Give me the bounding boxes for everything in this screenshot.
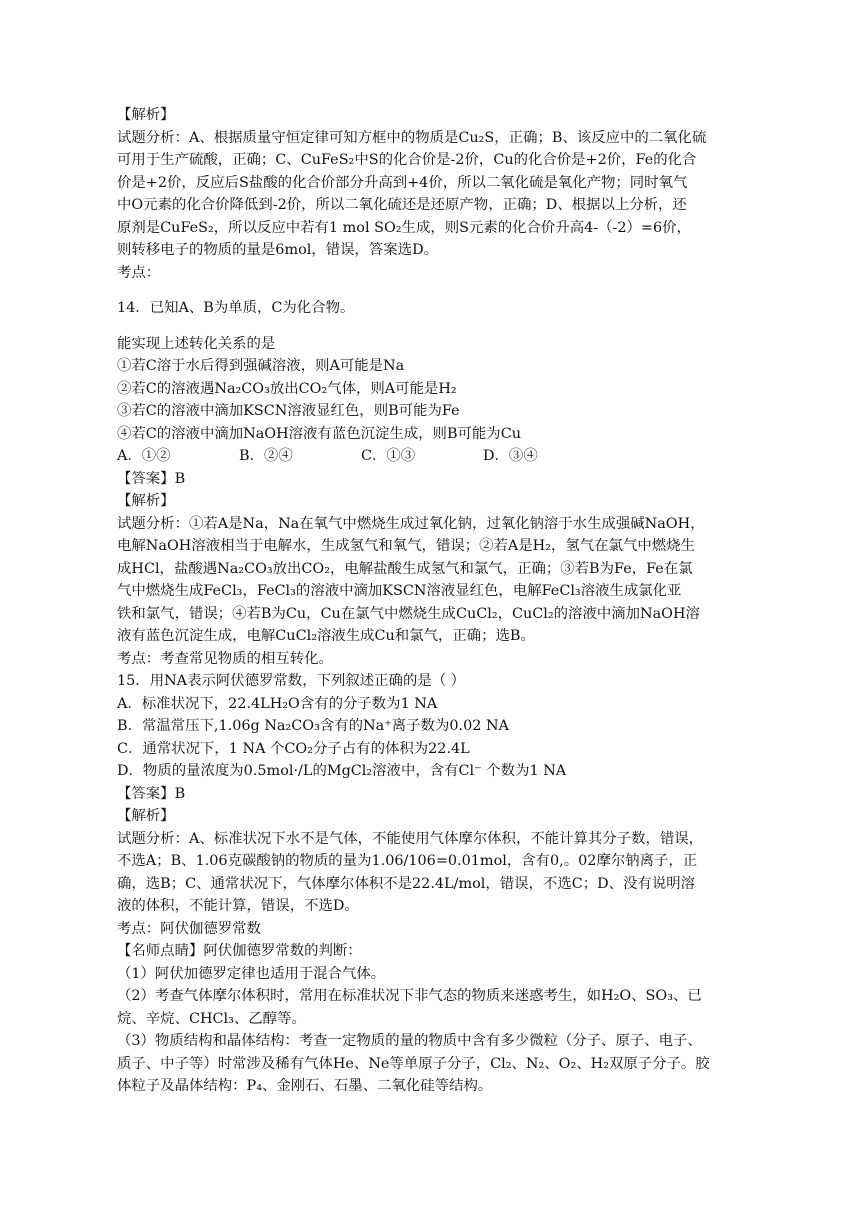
- analysis-line: 确，选B；C、通常状况下，气体摩尔体积不是22.4L/mol，错误，不选C；D、没有说明溶: [117, 875, 695, 892]
- analysis-line: 不选A；B、1.06克碳酸钠的物质的量为1.06/106=0.01mol，含有0,。02摩尔钠离子，正: [117, 853, 698, 869]
- choice-a: A．标准状况下，22.4LH₂O含有的分子数为1 NA: [117, 695, 438, 712]
- analysis-line: 试题分析：A、根据质量守恒定律可知方框中的物质是Cu₂S，正确；B、该反应中的二氧化硫: [117, 129, 707, 146]
- teacher-note-line: （1）阿伏加德罗定律也适用于混合气体。: [117, 965, 386, 982]
- option-c: C．①③: [361, 448, 416, 464]
- page-content: [117, 104, 737, 1098]
- answer-options: [117, 445, 737, 468]
- option-a: A．①②: [117, 448, 171, 464]
- analysis-line: 试题分析：①若A是Na，Na在氧气中燃烧生成过氧化钠，过氧化钠溶于水生成强碱NaOH，: [117, 515, 705, 532]
- spacer: [117, 284, 737, 297]
- analysis-heading: 【解析】: [117, 493, 175, 509]
- answer-line: 【答案】B: [117, 785, 186, 802]
- choice-b: B．常温常压下,1.06g Na₂CO₃含有的Na⁺离子数为0.02 NA: [117, 718, 509, 734]
- condition-item: ①若C溶于水后得到强碱溶液，则A可能是Na: [117, 358, 405, 374]
- teacher-note-line: 体粒子及晶体结构：P₄、金刚石、石墨、二氧化硅等结构。: [117, 1078, 493, 1094]
- analysis-line: 则转移电子的物质的量是6mol，错误，答案选D。: [117, 242, 439, 258]
- question-prompt: 能实现上述转化关系的是: [117, 335, 276, 352]
- analysis-line: 成HCl，盐酸遇Na₂CO₃放出CO₂，电解盐酸生成氢气和氯气，正确；③若B为Fe，Fe在氯: [117, 560, 693, 577]
- teacher-note-line: 质子、中子等）时常涉及稀有气体He、Ne等单原子分子，Cl₂、N₂、O₂、H₂双原子分子。胶: [117, 1055, 710, 1072]
- question-stem: 14．已知A、B为单质，C为化合物。: [117, 300, 355, 316]
- teacher-note-line: 烷、辛烷、CHCl₃、乙醇等。: [117, 1010, 306, 1027]
- analysis-line: 气中燃烧生成FeCl₃，FeCl₃的溶液中滴加KSCN溶液显红色，电解FeCl₃溶液生成氯化亚: [117, 583, 682, 599]
- analysis-line: 中O元素的化合价降低到-2价，所以二氧化硫还是还原产物，正确；D、根据以上分析，还: [117, 197, 687, 213]
- analysis-line: 电解NaOH溶液相当于电解水，生成氢气和氧气，错误；②若A是H₂，氢气在氯气中燃烧生: [117, 538, 695, 554]
- teacher-note-heading: 【名师点睛】阿伏伽德罗常数的判断：: [117, 943, 362, 959]
- analysis-line: 价是+2价，反应后S盐酸的化合价部分升高到+4价，所以二氧化硫是氧化产物；同时氧气: [117, 174, 688, 191]
- analysis-line: 试题分析：A、标准状况下水不是气体，不能使用气体摩尔体积，不能计算其分子数，错误，: [117, 830, 704, 847]
- teacher-note-line: （2）考查气体摩尔体积时，常用在标准状况下非气态的物质来迷惑考生，如H₂O、SO₃、已: [117, 988, 702, 1004]
- option-d: D．③④: [483, 448, 538, 464]
- question-stem: 15．用NA表示阿伏德罗常数，下列叙述正确的是（ ）: [117, 673, 466, 689]
- analysis-line: 铁和氯气，错误；④若B为Cu，Cu在氯气中燃烧生成CuCl₂，CuCl₂的溶液中滴加NaOH溶: [117, 605, 700, 622]
- choice-d: D．物质的量浓度为0.5mol·/L的MgCl₂溶液中，含有Cl⁻ 个数为1 NA: [117, 763, 567, 779]
- condition-item: ④若C的溶液中滴加NaOH溶液有蓝色沉淀生成，则B可能为Cu: [117, 425, 521, 442]
- kaodian-line: 考点：: [117, 264, 161, 281]
- analysis-line: 可用于生产硫酸，正确；C、CuFeS₂中S的化合价是-2价，Cu的化合价是+2价，Fe的化合: [117, 152, 697, 168]
- kaodian-line: 考点：考查常见物质的相互转化。: [117, 650, 333, 667]
- condition-item: ③若C的溶液中滴加KSCN溶液显红色，则B可能为Fe: [117, 403, 460, 419]
- analysis-line: 液有蓝色沉淀生成，电解CuCl₂溶液生成Cu和氯气，正确；选B。: [117, 628, 535, 644]
- condition-item: ②若C的溶液遇Na₂CO₃放出CO₂气体，则A可能是H₂: [117, 380, 457, 397]
- kaodian-line: 考点：阿伏伽德罗常数: [117, 920, 261, 937]
- analysis-line: 液的体积，不能计算，错误，不选D。: [117, 898, 359, 914]
- analysis-heading: 【解析】: [117, 107, 175, 123]
- option-b: B．②④: [239, 448, 293, 464]
- teacher-note-line: （3）物质结构和晶体结构：考查一定物质的量的物质中含有多少微粒（分子、原子、电子、: [117, 1033, 702, 1049]
- analysis-heading: 【解析】: [117, 808, 175, 824]
- answer-line: 【答案】B: [117, 470, 186, 487]
- choice-c: C．通常状况下，1 NA 个CO₂分子占有的体积为22.4L: [117, 740, 470, 757]
- spacer: [117, 320, 737, 333]
- analysis-line: 原剂是CuFeS₂，所以反应中若有1 mol SO₂生成，则S元素的化合价升高4-（-2）=6价，: [117, 219, 691, 236]
